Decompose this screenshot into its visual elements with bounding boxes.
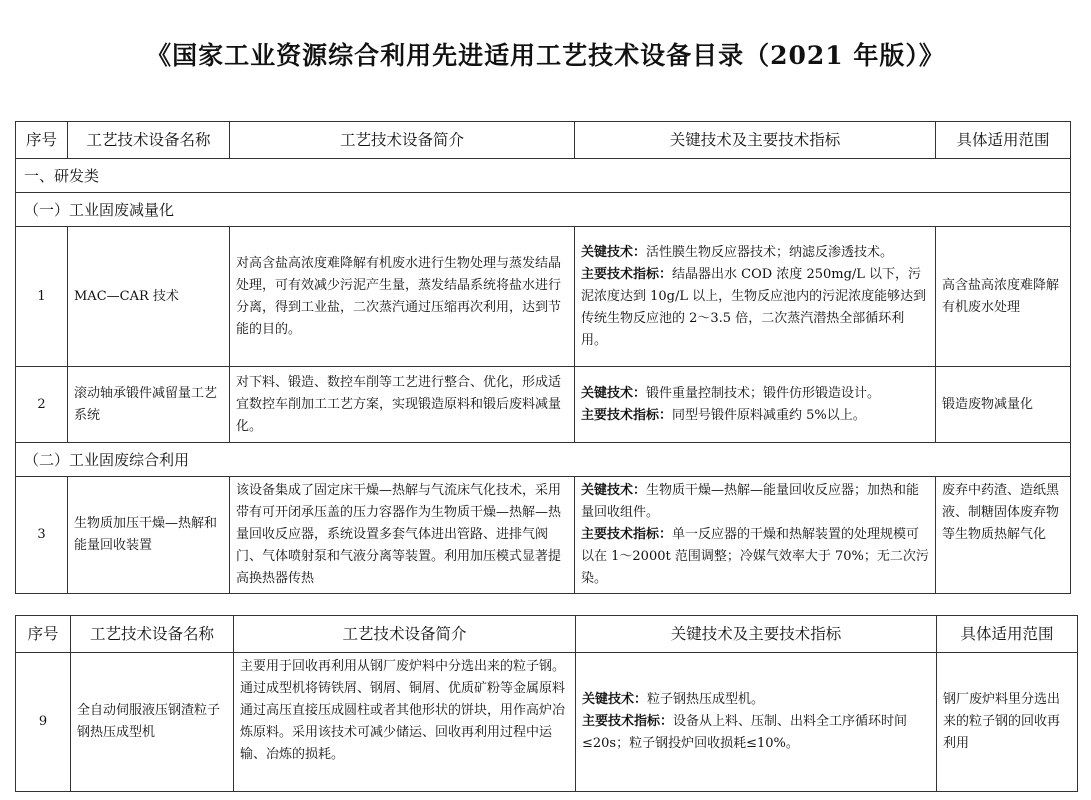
row-key [576,653,937,792]
indicator-text: 同型号锻件原料减重约 5%以上。 [672,407,866,423]
key-label: 关键技术： [581,483,647,498]
subsection-row [16,443,1071,477]
header-name: 工艺技术设备名称 [71,616,234,653]
row-key [575,367,936,443]
row-no: 3 [16,477,68,594]
key-text: 锻件重量控制技术；锻件仿形锻造设计。 [646,385,881,401]
key-text: 活性膜生物反应器技术；纳滤反渗透技术。 [646,244,894,260]
header-scope: 具体适用范围 [937,616,1078,653]
row-intro: 对下料、锻造、数控车削等工艺进行整合、优化，形成适宜数控车削加工工艺方案，实现锻造原料和锻后废料减量化。 [230,367,575,443]
row-key [575,227,936,367]
row-no: 1 [16,227,68,367]
row-name: MAC—CAR 技术 [68,227,230,367]
indicator-label: 主要技术指标： [582,714,674,729]
row-intro-text: 该设备集成了固定床干燥—热解与气流床气化技术，采用带有可开闭承压盖的压力容器作为生物质干燥—热解—热量回收反应器，系统设置多套气体进出管路、进排气阀门、气体喷射泵和气液分离等装置。利用加压模式显著提高换热器传热 [236,483,562,586]
table-header [16,122,1071,159]
row-scope [936,477,1071,594]
row-name: 全自动伺服液压钢渣粒子钢热压成型机 [71,653,234,792]
indicator-label: 主要技术指标： [581,527,673,542]
row-intro [230,477,575,594]
row-no: 9 [16,653,71,792]
key-text: 粒子钢热压成型机。 [647,692,765,707]
row-intro [234,653,576,792]
section-row [16,159,1071,193]
row-no: 2 [16,367,68,443]
row-scope-text: 废弃中药渣、造纸黑液、制糖固体废弃物等生物质热解气化 [942,483,1060,542]
header-name: 工艺技术设备名称 [68,122,230,159]
row-scope: 高含盐高浓度难降解有机废水处理 [936,227,1071,367]
header-intro: 工艺技术设备简介 [234,616,576,653]
row-key [575,477,936,594]
subsection-title: （一）工业固废减量化 [16,193,1071,227]
indicator-text: 单一反应器的干燥和热解装置的处理规模可以在 1～2000t 范围调整；冷媒气效率大于 70%；无二次污染。 [581,527,929,586]
page-title: 《国家工业资源综合利用先进适用工艺技术设备目录（2021 年版）》 [146,41,945,70]
row-name: 滚动轴承锻件减留量工艺系统 [68,367,230,443]
row-intro-text: 主要用于回收再利用从钢厂废炉料中分选出来的粒子钢。通过成型机将铸铁屑、钢屑、铜屑、优质矿粉等金属原料通过高压直接压成圆柱或者其他形状的饼块，用作高炉冶炼原料。采用该技术可减少储运、回收再利用过程中运输、冶炼的损耗。 [240,659,566,762]
indicator-text: 设备从上料、压制、出料全工序循环时间≤20s；粒子钢投炉回收损耗≤10%。 [582,714,908,751]
row-name: 生物质加压干燥—热解和能量回收装置 [68,477,230,594]
key-text: 生物质干燥—热解—能量回收反应器；加热和能量回收组件。 [581,483,920,520]
table-header [16,616,1078,653]
row-scope: 钢厂废炉料里分选出来的粒子钢的回收再利用 [937,653,1078,792]
header-key: 关键技术及主要技术指标 [575,122,936,159]
catalog-table [15,121,1071,594]
indicator-text: 结晶器出水 COD 浓度 250mg/L 以下，污泥浓度达到 10g/L 以上，生物反应池内的污泥浓度能够达到传统生物反应池的 2～3.5 倍，二次蒸汽潜热全部循环利用。 [581,266,927,348]
header-no: 序号 [16,616,71,653]
header-intro: 工艺技术设备简介 [230,122,575,159]
indicator-label: 主要技术指标： [581,407,673,423]
row-intro: 对高含盐高浓度难降解有机废水进行生物处理与蒸发结晶处理，可有效减少污泥产生量，蒸发结晶系统将盐水进行分离，得到工业盐，二次蒸汽通过压缩再次利用，达到节能的目的。 [230,227,575,367]
table-row [16,227,1071,367]
key-label: 关键技术： [582,692,648,707]
subsection-row [16,193,1071,227]
row-scope: 锻造废物减量化 [936,367,1071,443]
header-scope: 具体适用范围 [936,122,1071,159]
table-row [16,653,1078,792]
catalog-table-continued [15,615,1078,792]
key-label: 关键技术： [581,385,647,401]
table-row [16,477,1071,594]
header-no: 序号 [16,122,68,159]
section-title: 一、研发类 [16,159,1071,193]
subsection-title: （二）工业固废综合利用 [16,443,1071,477]
indicator-label: 主要技术指标： [581,266,673,282]
table-row [16,367,1071,443]
key-label: 关键技术： [581,244,647,260]
header-key: 关键技术及主要技术指标 [576,616,937,653]
